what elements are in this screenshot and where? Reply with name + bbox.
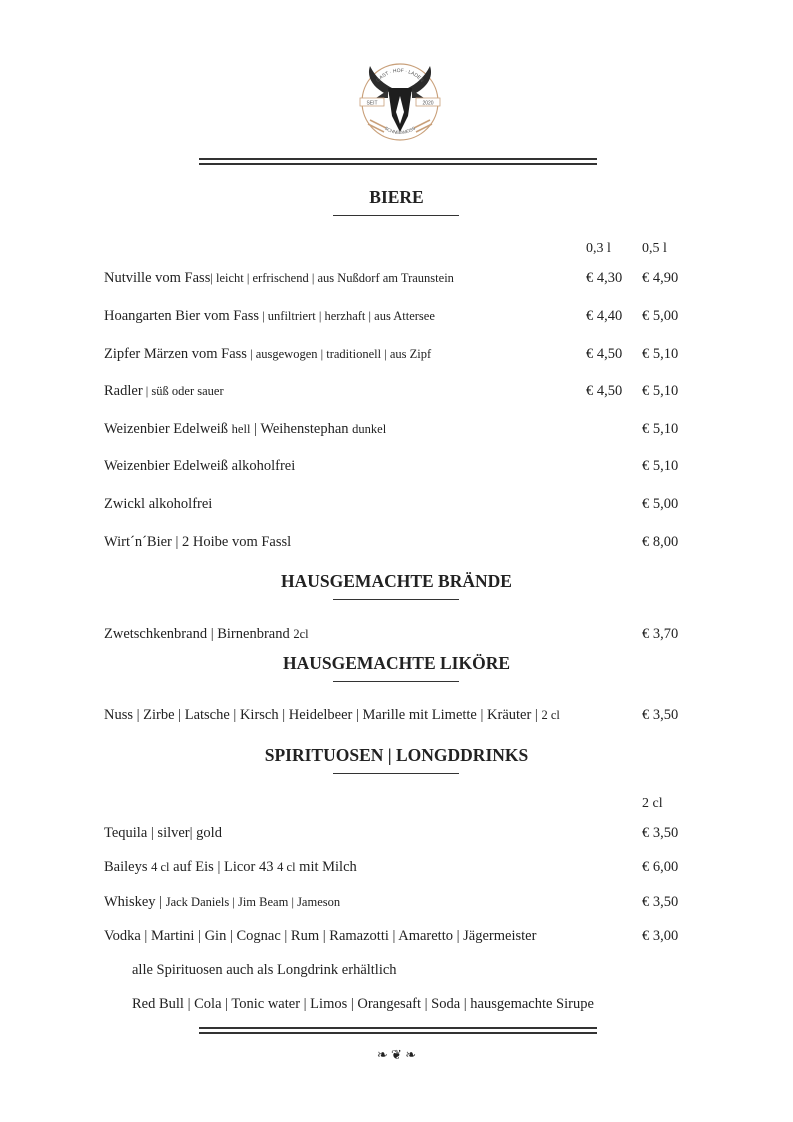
beer-row	[104, 457, 704, 475]
item-name: Weizenbier Edelweiß alkoholfrei	[104, 458, 296, 474]
price: € 3,50	[642, 894, 679, 910]
item-name-2: | Weihenstephan	[250, 421, 353, 437]
section-title-spirituosen: SPIRITUOSEN | LONGDDRINKS	[264, 745, 529, 765]
item-desc: hell	[231, 422, 251, 436]
item-name: Zwickl alkoholfrei	[104, 496, 213, 512]
logo-top-text: GAST · HOF · LADEN	[375, 67, 425, 84]
longdrink-note: alle Spirituosen auch als Longdrink erhältlich	[132, 962, 397, 978]
item-name: Tequila | silver| gold	[104, 825, 222, 841]
brand-row	[104, 625, 704, 643]
item-desc: | ausgewogen | traditionell | aus Zipf	[246, 347, 432, 361]
beer-row	[104, 382, 704, 400]
price-large: € 4,90	[642, 270, 679, 286]
price-small: € 4,40	[586, 308, 623, 324]
mixer-list: Red Bull | Cola | Tonic water | Limos | Orangesaft | Soda | hausgemachte Sirupe	[132, 996, 594, 1012]
section-underline	[333, 215, 459, 216]
item-name: Wirt´n´Bier | 2 Hoibe vom Fassl	[104, 534, 292, 550]
item-name-end: mit Milch	[295, 859, 357, 875]
item-desc: | süß oder sauer	[142, 384, 224, 398]
section-underline	[333, 681, 459, 682]
section-title-biere: BIERE	[369, 187, 424, 207]
logo-year: 2020	[422, 100, 434, 107]
item-desc: 2cl	[293, 627, 309, 641]
item-desc: | unfiltriert | herzhaft | aus Attersee	[259, 309, 435, 323]
item-name: Vodka | Martini | Gin | Cognac | Rum | Ramazotti | Amaretto | Jägermeister	[104, 928, 537, 944]
item-name: Radler	[104, 383, 143, 399]
beer-row	[104, 269, 704, 287]
item-name: Zipfer Märzen vom Fass	[104, 346, 247, 362]
svg-text:GAST · HOF · LADEN	[375, 68, 425, 84]
price-large: € 8,00	[642, 534, 679, 550]
price: € 3,50	[642, 707, 679, 723]
item-name: Nuss | Zirbe | Latsche | Kirsch | Heidelbeer | Marille mit Limette | Kräuter |	[104, 707, 542, 723]
price-large: € 5,00	[642, 496, 679, 512]
price-small: € 4,30	[586, 270, 623, 286]
item-name: Hoangarten Bier vom Fass	[104, 308, 260, 324]
section-title-likoere: HAUSGEMACHTE LIKÖRE	[282, 653, 511, 673]
section-underline	[333, 773, 459, 774]
beer-row	[104, 495, 704, 513]
col-header-05: 0,5 l	[642, 241, 667, 256]
spirits-row	[104, 927, 704, 945]
price-small: € 4,50	[586, 346, 623, 362]
price: € 3,00	[642, 928, 679, 944]
item-name: Whiskey |	[104, 894, 166, 910]
logo-seit: SEIT	[366, 100, 378, 107]
item-size: 4 cl	[151, 860, 170, 874]
spirits-row	[104, 893, 704, 911]
footer-ornament: ❧ ❦ ❧	[376, 1047, 417, 1062]
item-name: Zwetschkenbrand | Birnenbrand	[104, 626, 294, 642]
spirits-row	[104, 824, 704, 842]
item-desc: 2 cl	[541, 708, 560, 722]
price: € 3,50	[642, 825, 679, 841]
beer-row	[104, 307, 704, 325]
col-header-03: 0,3 l	[586, 241, 611, 256]
top-double-rule	[199, 158, 597, 165]
item-name-mid: auf Eis | Licor 43	[169, 859, 278, 875]
logo-bottom-text: SCHNEEWEISS	[383, 125, 417, 136]
beer-row	[104, 533, 704, 551]
price-large: € 5,00	[642, 308, 679, 324]
col-header-2cl: 2 cl	[642, 796, 663, 811]
beer-row	[104, 420, 704, 438]
item-desc-2: dunkel	[352, 422, 387, 436]
price: € 6,00	[642, 859, 679, 875]
gasthof-logo	[356, 58, 444, 144]
item-desc: Jack Daniels | Jim Beam | Jameson	[165, 895, 341, 909]
price-large: € 5,10	[642, 383, 679, 399]
item-name: Nutville vom Fass	[104, 270, 211, 286]
spirits-row	[104, 858, 704, 876]
item-name: Baileys	[104, 859, 152, 875]
likoer-row	[104, 706, 704, 724]
section-underline	[333, 599, 459, 600]
item-desc: | leicht | erfrischend | aus Nußdorf am Traunstein	[210, 271, 454, 285]
section-title-braende: HAUSGEMACHTE BRÄNDE	[281, 571, 512, 591]
bottom-double-rule	[199, 1027, 597, 1034]
price-large: € 5,10	[642, 421, 679, 437]
beer-row	[104, 345, 704, 363]
item-size-2: 4 cl	[277, 860, 296, 874]
price-small: € 4,50	[586, 383, 623, 399]
price: € 3,70	[642, 626, 679, 642]
price-large: € 5,10	[642, 458, 679, 474]
item-name: Weizenbier Edelweiß	[104, 421, 232, 437]
price-large: € 5,10	[642, 346, 679, 362]
